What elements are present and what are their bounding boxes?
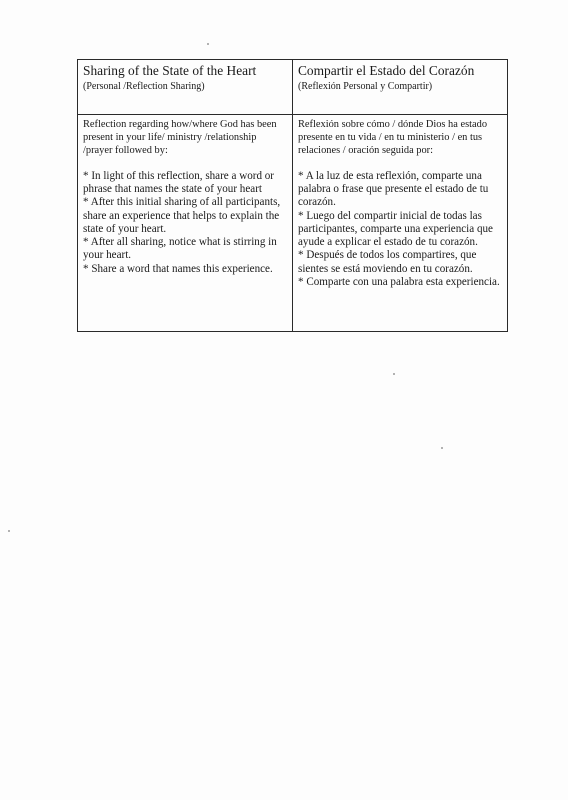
english-item: * Share a word that names this experience. [83,262,273,275]
english-intro: Reflection regarding how/where God has been present in your life/ ministry /relationship /prayer followed by: [83,119,277,157]
scan-speck [393,373,395,375]
spanish-header-cell [293,60,508,115]
spanish-subtitle: (Reflexión Personal y Compartir) [298,81,433,92]
english-header-cell [78,60,293,115]
spanish-item: * Luego del compartir inicial de todas las participantes, comparte una experiencia que ayude a explicar el estado de tu corazón. [298,209,493,249]
english-title: Sharing of the State of the Heart [83,63,257,78]
scan-speck [441,447,443,449]
spanish-body-cell [293,115,508,332]
scan-speck [207,43,209,45]
bilingual-table [77,59,508,332]
english-body-cell [78,115,293,332]
spanish-item: * Comparte con una palabra esta experiencia. [298,275,500,288]
spanish-intro: Reflexión sobre cómo / dónde Dios ha estado presente en tu vida / en tu ministerio / en tus relaciones / oración seguida por: [298,119,488,157]
body-row [78,115,508,332]
scan-speck [8,530,10,532]
english-item: * In light of this reflection, share a word or phrase that names the state of your heart [83,169,275,195]
spanish-item: * A la luz de esta reflexión, comparte una palabra o frase que presente el estado de tu corazón. [298,169,489,209]
english-item: * After this initial sharing of all participants, share an experience that helps to explain the state of your heart. [83,196,281,235]
english-item: * After all sharing, notice what is stirring in your heart. [83,236,277,262]
english-subtitle: (Personal /Reflection Sharing) [83,81,205,92]
spanish-title: Compartir el Estado del Corazón [298,63,475,78]
header-row [78,60,508,115]
spanish-items [298,170,502,290]
english-items [83,170,287,276]
spanish-item: * Después de todos los compartires, que sientes se está moviendo en tu corazón. [298,249,477,275]
